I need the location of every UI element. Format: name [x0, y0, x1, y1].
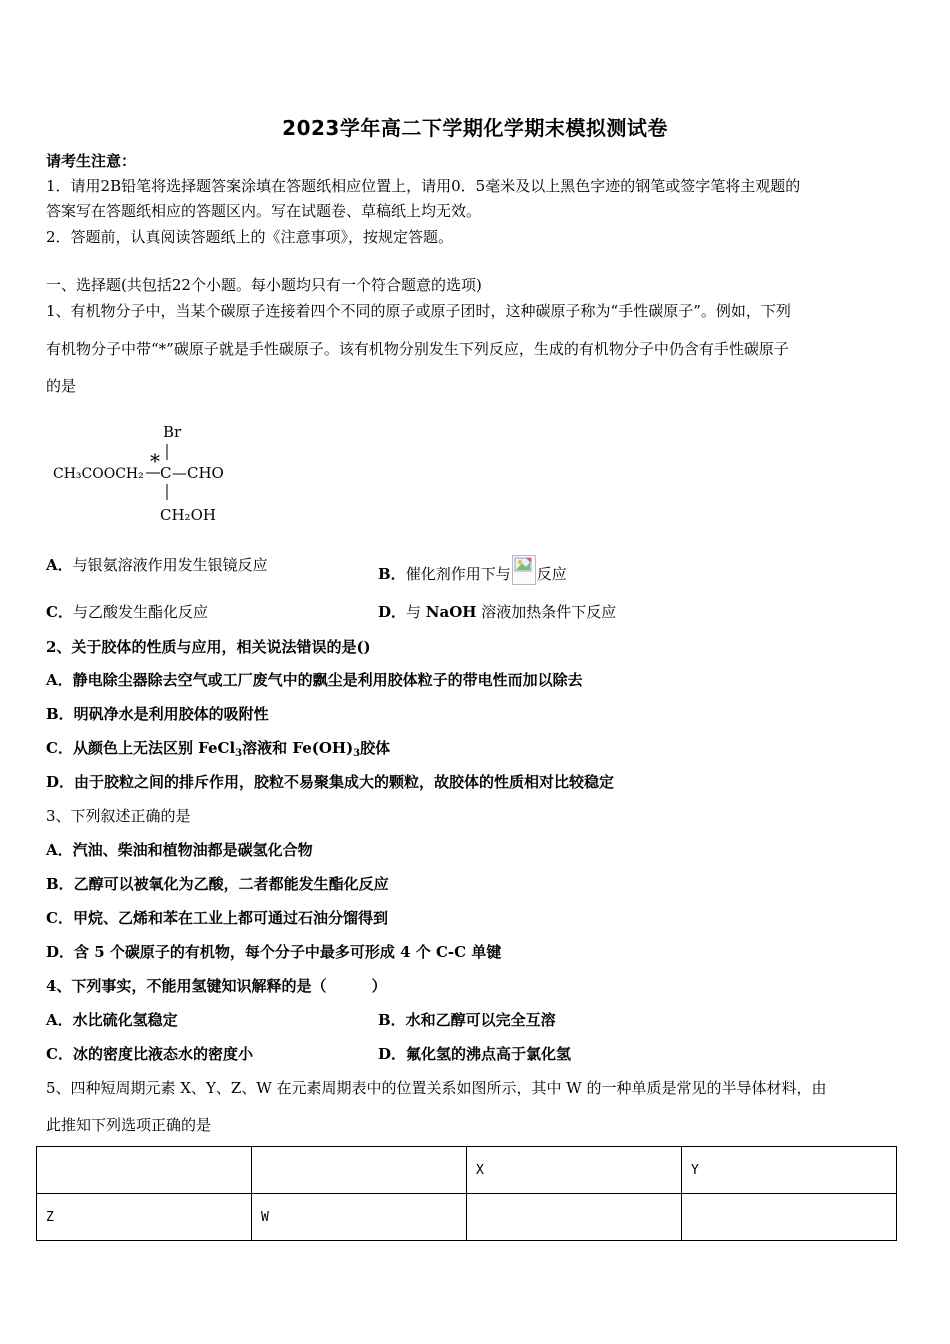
q2-option-c — [46, 738, 390, 758]
q1-option-d — [378, 602, 616, 622]
table-cell-w: W — [252, 1194, 467, 1241]
structure-right-group: —CHO — [172, 464, 224, 482]
q4-option-c: C．冰的密度比液态水的密度小 — [46, 1045, 253, 1063]
table-cell — [467, 1194, 682, 1241]
page-title: 2023学年高二下学期化学期末模拟测试卷 — [282, 116, 668, 140]
structure-bottom-group: CH₂OH — [160, 506, 216, 524]
table-cell — [682, 1194, 897, 1241]
table-cell — [37, 1147, 252, 1194]
structure-br: Br — [163, 423, 182, 441]
q1-option-b-text-after: 反应 — [536, 565, 567, 583]
q2-option-c-mid: 溶液和 Fe(OH) — [242, 739, 354, 757]
table-cell-x: X — [467, 1147, 682, 1194]
q2-option-c-post: 胶体 — [360, 739, 391, 757]
structure-left-group: CH₃COOCH₂ — [53, 466, 144, 482]
q2-option-c-sub-1: 3 — [235, 748, 243, 759]
q1-option-b-label: B． — [378, 565, 406, 583]
notice-heading: 请考生注意： — [46, 152, 137, 170]
table-cell-y: Y — [682, 1147, 897, 1194]
q3-option-b: B．乙醇可以被氧化为乙酸，二者都能发生酯化反应 — [46, 875, 389, 893]
structure-carbon: C — [160, 464, 172, 482]
q5-stem-line-1: 5、四种短周期元素 X、Y、Z、W 在元素周期表中的位置关系如图所示，其中 W 的一种单质是常见的半导体材料，由 — [46, 1079, 827, 1097]
q1-option-d-text-pre: 与 — [406, 603, 426, 621]
q1-options-row-1 — [46, 555, 268, 575]
q1-option-d-formula: NaOH — [425, 603, 477, 621]
q3-option-c: C．甲烷、乙烯和苯在工业上都可通过石油分馏得到 — [46, 909, 388, 927]
q2-option-d: D．由于胶粒之间的排斥作用，胶粒不易聚集成大的颗粒，故胶体的性质相对比较稳定 — [46, 773, 615, 791]
q1-option-d-label: D． — [378, 603, 407, 621]
structure-star: * — [150, 449, 160, 473]
table-cell — [252, 1147, 467, 1194]
q1-option-d-text-post: 溶液加热条件下反应 — [476, 603, 617, 621]
q4-stem: 4、下列事实，不能用氢键知识解释的是（ ） — [46, 977, 387, 995]
q1-option-c-label: C． — [46, 603, 73, 621]
q1-stem-line-3: 的是 — [46, 377, 77, 395]
q2-option-c-pre: C．从颜色上无法区别 FeCl — [46, 739, 236, 757]
chiral-molecule-structure — [50, 420, 240, 530]
q2-stem: 2、关于胶体的性质与应用，相关说法错误的是() — [46, 638, 371, 656]
q3-option-d: D．含 5 个碳原子的有机物，每个分子中最多可形成 4 个 C-C 单键 — [46, 943, 502, 961]
table-row — [37, 1147, 897, 1194]
q1-option-c-text: 与乙酸发生酯化反应 — [72, 603, 208, 621]
table-row — [37, 1194, 897, 1241]
notice-item-1-line-2: 答案写在答题纸相应的答题区内。写在试题卷、草稿纸上均无效。 — [46, 202, 482, 220]
q1-option-a-text: 与银氨溶液作用发生银镜反应 — [72, 556, 268, 574]
q3-stem: 3、下列叙述正确的是 — [46, 807, 191, 825]
section-heading: 一、选择题(共包括22个小题。每小题均只有一个符合题意的选项) — [46, 276, 482, 294]
q1-option-b — [378, 555, 567, 585]
q1-option-c — [46, 602, 208, 622]
q4-option-a: A．水比硫化氢稳定 — [46, 1011, 178, 1029]
periodic-position-table — [36, 1146, 897, 1241]
q1-option-b-text-before: 催化剂作用下与 — [405, 565, 511, 583]
q2-option-a: A．静电除尘器除去空气或工厂废气中的飘尘是利用胶体粒子的带电性而加以除去 — [46, 671, 583, 689]
q1-stem-line-1: 1、有机物分子中，当某个碳原子连接着四个不同的原子或原子团时，这种碳原子称为“手性碳原子”。例如，下列 — [46, 302, 791, 320]
q1-option-a-label: A． — [46, 556, 73, 574]
q1-stem-line-2: 有机物分子中带“*”碳原子就是手性碳原子。该有机物分别发生下列反应，生成的有机物分子中仍含有手性碳原子 — [46, 340, 789, 358]
q3-option-a: A．汽油、柴油和植物油都是碳氢化合物 — [46, 841, 313, 859]
q2-option-b: B．明矾净水是利用胶体的吸附性 — [46, 705, 269, 723]
q2-option-c-sub-2: 3 — [353, 748, 361, 759]
notice-item-2: 2．答题前，认真阅读答题纸上的《注意事项》，按规定答题。 — [46, 228, 454, 246]
q5-stem-line-2: 此推知下列选项正确的是 — [46, 1116, 212, 1134]
table-cell-z: Z — [37, 1194, 252, 1241]
q4-option-d: D．氟化氢的沸点高于氯化氢 — [378, 1045, 572, 1063]
broken-image-icon — [512, 555, 536, 585]
q4-option-b: B．水和乙醇可以完全互溶 — [378, 1011, 556, 1029]
notice-item-1-line-1: 1．请用2B铅笔将选择题答案涂填在答题纸相应位置上，请用0．5毫米及以上黑色字迹的钢笔或签字笔将主观题的 — [46, 177, 801, 195]
